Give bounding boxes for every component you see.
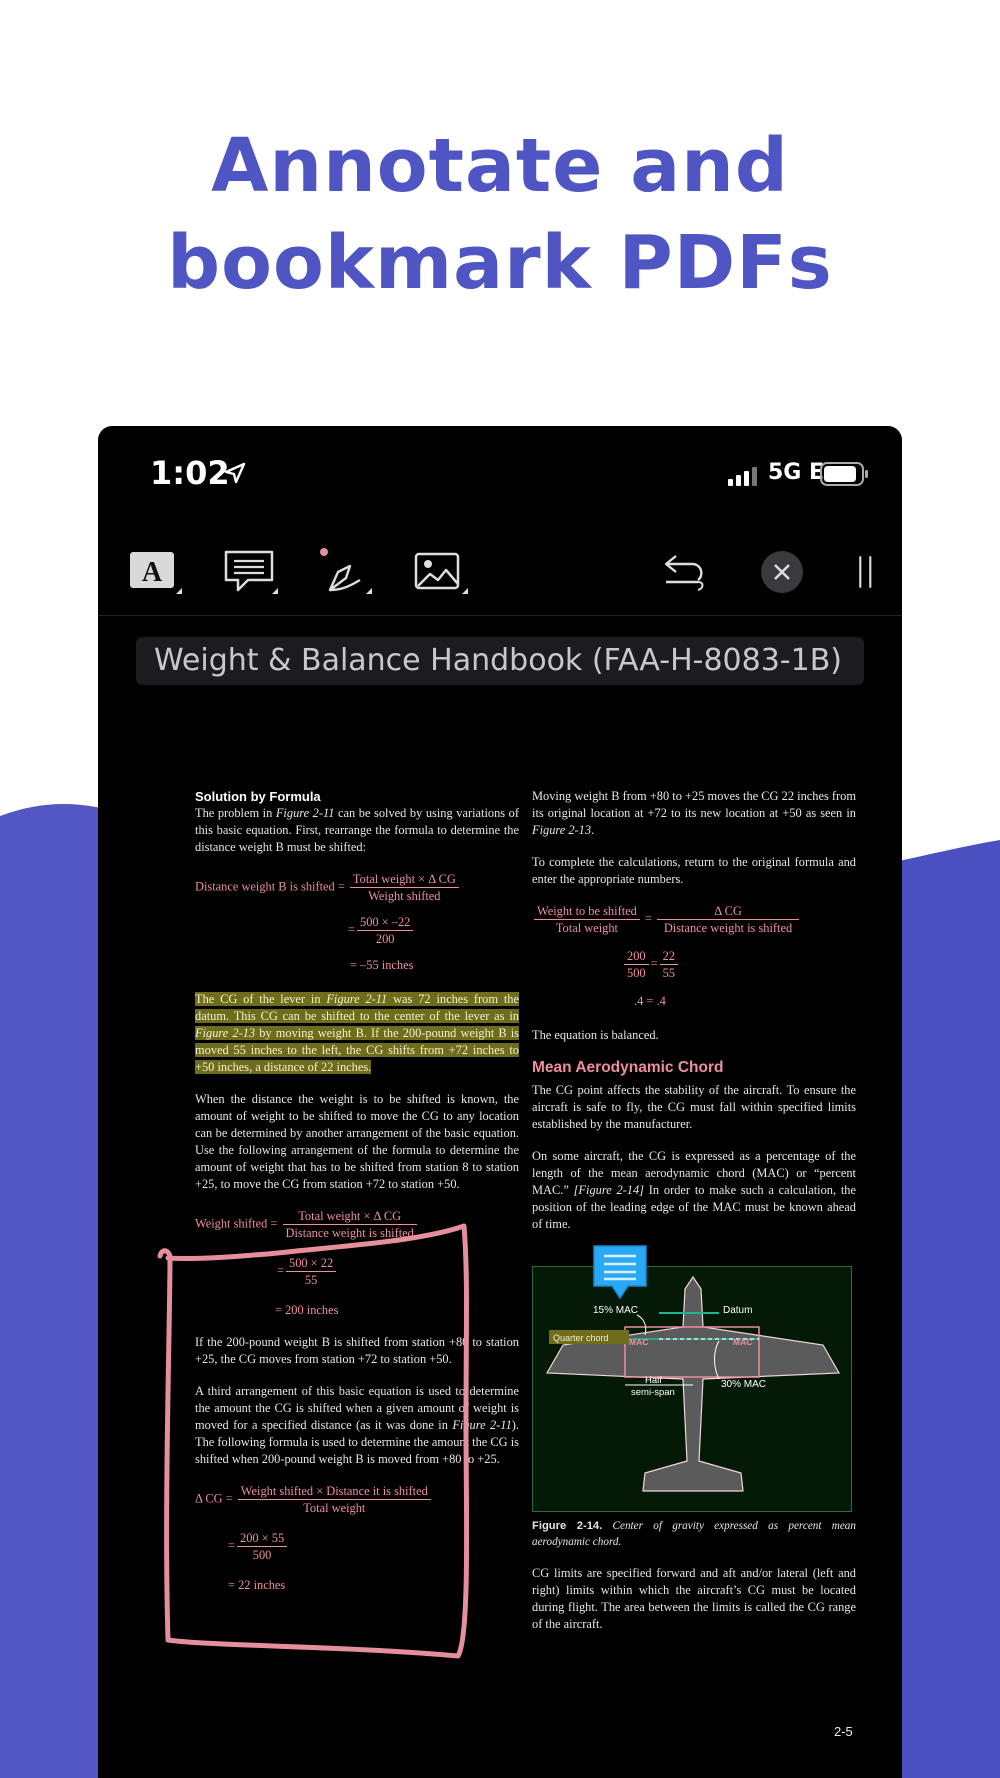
right-column xyxy=(532,788,856,1648)
headline xyxy=(0,118,1000,312)
pdf-page xyxy=(98,426,902,1778)
formula-distance: Distance weight B is shifted = $\frac{\text{Total weight × Δ CG}}{\text{Weight shifted}}$ xyxy=(195,871,519,904)
formula-delta-cg: Δ CG = $\frac{\text{Weight shifted × Distance it is shifted}}{\text{Total weight}}$ xyxy=(195,1483,519,1516)
paragraph: The CG point affects the stability of the aircraft. To ensure the aircraft is safe to fly, the CG must fall within specified limits established by the manufacturer. xyxy=(532,1083,856,1131)
paragraph: On some aircraft, the CG is expressed as a percentage of the length of the mean aerodynamic chord (MAC) or “percent MAC.” [Figure 2-14] In order to make such a calculation, the position of the leading edge of the MAC must be known ahead of time. xyxy=(532,1149,856,1231)
figure-aircraft-mac xyxy=(532,1266,852,1512)
formula-step: = $\frac{500 \times -22}{200}$ xyxy=(348,914,519,947)
paragraph: To complete the calculations, return to the original formula and enter the appropriate numbers. xyxy=(532,855,856,886)
svg-text:15% MAC: 15% MAC xyxy=(593,1305,639,1316)
svg-text:A: A xyxy=(141,557,163,588)
formula-result: = –55 inches xyxy=(350,958,414,972)
formula-result: = 200 inches xyxy=(275,1303,339,1317)
svg-text:MAC: MAC xyxy=(629,1337,649,1347)
paragraph: The problem in Figure 2-11 can be solved by using variations of this basic equation. First, rearrange the formula to determine the distance weight B must be shifted: xyxy=(195,806,519,854)
formula-result: = 22 inches xyxy=(228,1578,286,1592)
svg-text:Datum: Datum xyxy=(723,1305,753,1316)
paragraph: A third arrangement of this basic equation is used to determine the amount the CG is shifted when a given amount of weight is moved for a specified distance (as it was done in Figure 2-11). The following formula is used to determine the amount the CG is shifted when 200-pound weight B is moved from +80 to +25. xyxy=(195,1384,520,1466)
status-time: 1:02 xyxy=(150,454,230,492)
paragraph: When the distance the weight is to be shifted is known, the amount of weight to be shifted to move the CG to any location can be determined by another arrangement of the basic equation. Use the following arrangement of the formula to determine the amount of weight that has to be shifted from station 8 to station +25, to move the CG from station +72 to station +50. xyxy=(195,1092,519,1191)
formula-step: = $\frac{500 \times 22}{55}$ xyxy=(277,1255,519,1288)
left-column xyxy=(195,788,519,1593)
svg-text:Half: Half xyxy=(645,1375,662,1386)
aircraft-silhouette xyxy=(547,1277,839,1491)
headline-line-1: Annotate and xyxy=(211,123,789,209)
formula-ratio: $\frac{\text{Weight to be shifted}}{\text{Total weight}}$ = $\frac{\text{Δ CG}}{\text{Distance weight is shifted}}$ xyxy=(532,903,856,936)
document-title: Weight & Balance Handbook (FAA-H-8083-1B) xyxy=(136,637,864,685)
svg-text:semi-span: semi-span xyxy=(631,1387,675,1398)
figure-caption: Figure 2-14. Center of gravity expressed as percent mean aerodynamic chord. xyxy=(532,1520,856,1548)
comment-annotation-icon[interactable] xyxy=(590,1242,650,1304)
paragraph: Moving weight B from +80 to +25 moves the CG 22 inches from its original location at +72 to its new location at +50 as seen in Figure 2-13. xyxy=(532,789,856,837)
paragraph: If the 200-pound weight B is shifted from station +80 to station +25, the CG moves from station +72 to station +50. xyxy=(195,1335,519,1366)
formula-weight-shifted: Weight shifted = $\frac{\text{Total weight × Δ CG}}{\text{Distance weight is shifted}}$ xyxy=(195,1208,519,1241)
svg-text:Quarter chord: Quarter chord xyxy=(553,1333,609,1343)
heading-mean-aerodynamic-chord: Mean Aerodynamic Chord xyxy=(532,1059,724,1076)
heading-solution-by-formula: Solution by Formula xyxy=(195,789,321,804)
paragraph: The equation is balanced. xyxy=(532,1028,659,1042)
headline-line-2: bookmark PDFs xyxy=(167,220,833,306)
svg-text:30% MAC: 30% MAC xyxy=(721,1379,767,1390)
formula-step: = $\frac{200 \times 55}{500}$ xyxy=(228,1530,519,1563)
svg-text:MAC: MAC xyxy=(733,1337,753,1347)
formula-result: .4 = .4 xyxy=(634,994,666,1008)
page-number: 2-5 xyxy=(834,1724,853,1739)
highlighted-paragraph[interactable]: The CG of the lever in Figure 2-11 was 72 inches from the datum. This CG can be shifted to the center of the lever as in Figure 2-13 by moving weight B. If the 200-pound weight B is moved 55 inches to the left, the CG shifts from +72 inches to +50 inches, a distance of 22 inches. xyxy=(195,992,519,1074)
phone-screen xyxy=(98,426,902,1778)
paragraph: CG limits are specified forward and aft and/or lateral (left and right) limits within which the aircraft’s CG must be located during flight. The area between the limits is called the CG range of the aircraft. xyxy=(532,1566,856,1631)
formula-step: $\frac{200}{500}$ = $\frac{22}{55}$ xyxy=(622,948,856,981)
network-label: 5G E xyxy=(768,460,825,485)
